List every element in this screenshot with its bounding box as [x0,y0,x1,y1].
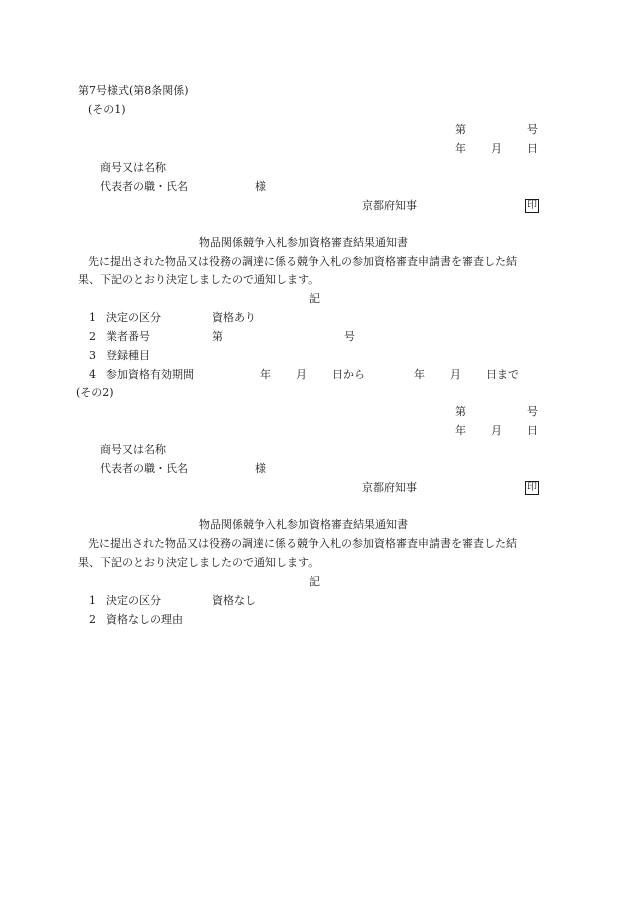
section1-item-2-num: 2 [89,330,96,343]
section1-governor: 京都府知事 [362,199,417,212]
section1-period-year-start: 年 [260,368,271,381]
section1-item-2-value: 第 [212,330,223,343]
section1-item-4-label: 参加資格有効期間 [106,368,194,381]
section2-title: 物品関係競争入札参加資格審査結果通知書 [199,518,408,531]
section1-period-month-end: 月 [450,368,461,381]
section2-item-2-num: 2 [89,613,96,626]
section1-body-line2: 果、下記のとおり決定しましたので通知します。 [78,273,320,286]
section2-item-1-value: 資格なし [212,594,256,607]
section1-sama: 様 [255,180,266,193]
section1-item-1-num: 1 [89,311,96,324]
section1-title: 物品関係競争入札参加資格審査結果通知書 [199,236,408,249]
section2-governor: 京都府知事 [362,481,417,494]
section1-dai: 第 [455,123,466,136]
section1-representative: 代表者の職・氏名 [100,180,188,193]
section1-item-2-suffix: 号 [344,330,355,343]
section2-seal-mark: 印 [527,482,537,493]
section1-body-line1: 先に提出された物品又は役務の調達に係る競争入札の参加資格審査申請書を審査した結 [88,255,517,268]
section2-body-line1: 先に提出された物品又は役務の調達に係る競争入札の参加資格審査申請書を審査した結 [88,537,517,550]
section2-sama: 様 [255,462,266,475]
section1-go: 号 [527,123,538,136]
section2-year: 年 [455,424,466,437]
section1-item-4-num: 4 [89,368,96,381]
section2-label: (その2) [76,386,114,399]
section1-item-1-value: 資格あり [212,311,256,324]
section2-item-1-num: 1 [89,594,96,607]
section1-item-3-label: 登録種目 [106,349,150,362]
section2-dai: 第 [455,405,466,418]
section1-trade-name: 商号又は名称 [100,161,166,174]
section2-body-line2: 果、下記のとおり決定しましたので通知します。 [78,556,320,569]
section2-ki: 記 [309,575,320,588]
section2-month: 月 [491,424,502,437]
section2-trade-name: 商号又は名称 [100,443,166,456]
section1-item-1-label: 決定の区分 [106,311,161,324]
section1-item-3-num: 3 [89,349,96,362]
section2-item-2-label: 資格なしの理由 [106,613,183,626]
section1-period-year-end: 年 [414,368,425,381]
section2-day: 日 [527,424,538,437]
section1-day: 日 [527,142,538,155]
section1-period-month-start: 月 [296,368,307,381]
section2-go: 号 [527,405,538,418]
section1-period-day-end: 日まで [486,368,519,381]
section1-item-2-label: 業者番号 [106,330,150,343]
section1-ki: 記 [309,292,320,305]
section1-year: 年 [455,142,466,155]
section1-label: (その1) [88,103,126,116]
section1-month: 月 [491,142,502,155]
section1-period-day-start: 日から [332,368,365,381]
form-number: 第7号様式(第8条関係) [78,84,189,97]
section1-seal-mark: 印 [527,200,537,211]
section2-item-1-label: 決定の区分 [106,594,161,607]
section2-representative: 代表者の職・氏名 [100,462,188,475]
